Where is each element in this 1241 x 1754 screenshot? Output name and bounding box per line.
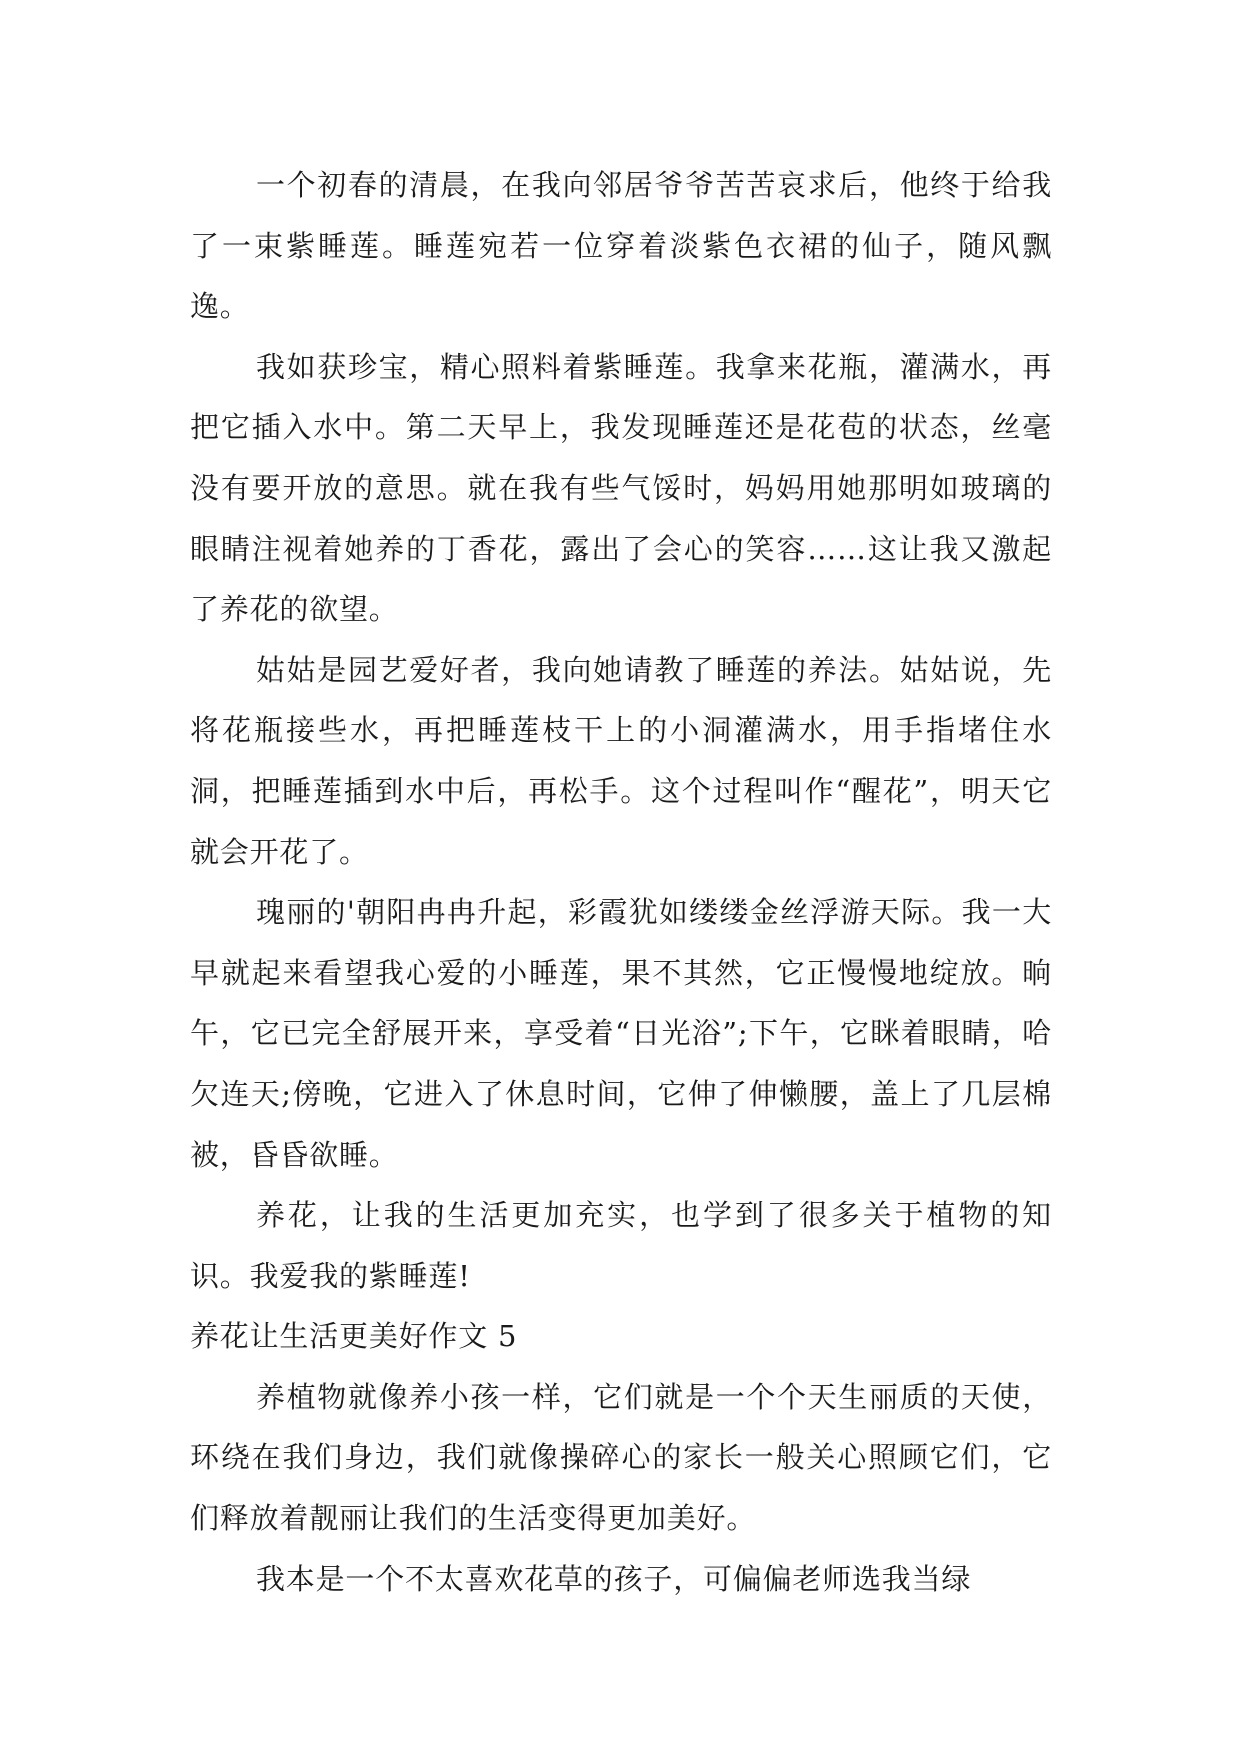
section-heading: 养花让生活更美好作文 5 [190, 1319, 518, 1354]
document-body [190, 155, 1052, 1609]
paragraph: 姑姑是园艺爱好者，我向她请教了睡莲的养法。姑姑说，先将花瓶接些水，再把睡莲枝干上的小洞灌满水，用手指堵住水洞，把睡莲插到水中后，再松手。这个过程叫作“醒花”，明天它就会开花了。 [190, 652, 1052, 869]
paragraph: 一个初春的清晨，在我向邻居爷爷苦苦哀求后，他终于给我了一束紫睡莲。睡莲宛若一位穿着淡紫色衣裙的仙子，随风飘逸。 [190, 168, 1052, 324]
paragraph: 我如获珍宝，精心照料着紫睡莲。我拿来花瓶，灌满水，再把它插入水中。第二天早上，我发现睡莲还是花苞的状态，丝毫没有要开放的意思。就在我有些气馁时，妈妈用她那明如玻璃的眼睛注视着她养的丁香花，露出了会心的笑容……这让我又激起了养花的欲望。 [190, 349, 1052, 627]
paragraph: 养植物就像养小孩一样，它们就是一个个天生丽质的天使，环绕在我们身边，我们就像操碎心的家长一般关心照顾它们，它们释放着靓丽让我们的生活变得更加美好。 [190, 1379, 1052, 1536]
paragraph: 瑰丽的'朝阳冉冉升起，彩霞犹如缕缕金丝浮游天际。我一大早就起来看望我心爱的小睡莲，果不其然，它正慢慢地绽放。晌午，它已完全舒展开来，享受着“日光浴”;下午，它眯着眼睛，哈欠连天;傍晚，它进入了休息时间，它伸了伸懒腰，盖上了几层棉被，昏昏欲睡。 [190, 895, 1052, 1172]
paragraph: 我本是一个不太喜欢花草的孩子，可偏偏老师选我当绿 [256, 1561, 972, 1596]
paragraph: 养花，让我的生活更加充实，也学到了很多关于植物的知识。我爱我的紫睡莲! [190, 1198, 1052, 1293]
